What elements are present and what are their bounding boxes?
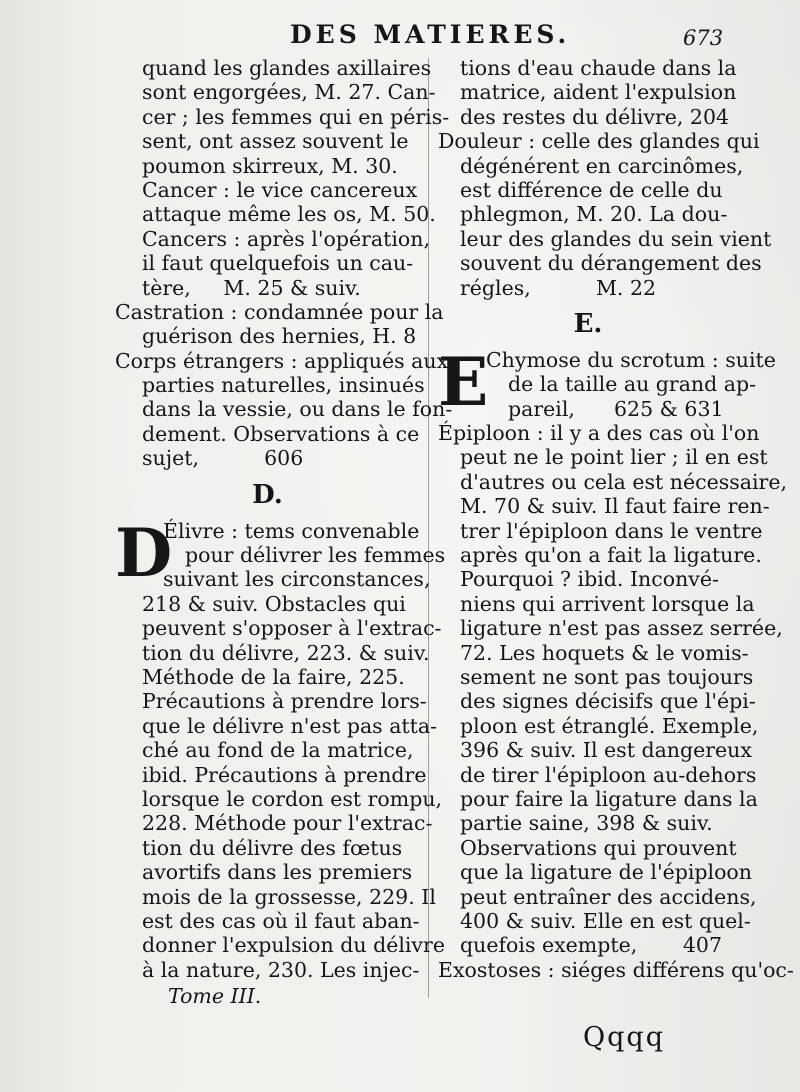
index-line: peut entraîner des accidens, xyxy=(460,884,757,909)
index-line: à la nature, 230. Les injec- xyxy=(142,957,420,982)
index-line: avortifs dans les premiers xyxy=(142,860,413,885)
index-line: dégénérent en carcinômes, xyxy=(460,153,744,178)
index-line: leur des glandes du sein vient xyxy=(460,226,772,251)
delivre-entry xyxy=(115,513,446,592)
index-entry-epiploon: Épiploon : il y a des cas où l'on xyxy=(438,421,760,446)
index-line: ché au fond de la matrice, xyxy=(142,738,414,763)
index-line: parties naturelles, insinués xyxy=(142,373,425,398)
index-entry-corps: Corps étrangers : appliqués aux xyxy=(115,348,449,373)
section-heading-d: D. xyxy=(252,479,283,510)
index-line: Cancer : le vice cancereux xyxy=(142,177,418,202)
index-line: Pourquoi ? ibid. Inconvé- xyxy=(460,567,719,592)
index-line: lorsque le cordon est rompu, xyxy=(142,786,443,811)
index-line: Cancers : après l'opération, xyxy=(142,226,430,251)
ecchymose-entry xyxy=(438,342,776,421)
index-line: il faut quelquefois un cau- xyxy=(142,251,414,276)
index-line: tion du délivre des fœtus xyxy=(142,835,403,860)
index-line: dement. Observations à ce xyxy=(142,421,420,446)
index-line: suivant les circonstances, xyxy=(163,567,431,592)
index-line: tère, M. 25 & suiv. xyxy=(142,275,361,300)
index-line: est des cas où il faut aban- xyxy=(142,908,420,933)
index-line: Élivre : tems convenable xyxy=(163,518,420,543)
index-line: des signes décisifs que l'épi- xyxy=(460,689,756,714)
index-line: peut ne le point lier ; il en est xyxy=(460,445,768,470)
page-number: 673 xyxy=(683,26,724,50)
index-line: quefois exempte, 407 xyxy=(460,933,722,958)
index-line: 228. Méthode pour l'extrac- xyxy=(142,811,433,836)
dropcap-d: D xyxy=(115,513,173,592)
index-line: de la taille au grand ap- xyxy=(508,372,757,397)
index-line: régles, M. 22 xyxy=(460,275,657,300)
index-line: pour délivrer les femmes xyxy=(185,543,446,568)
dropcap-e: E xyxy=(438,342,489,421)
signature-mark: Qqqq xyxy=(583,1022,665,1053)
index-line: partie saine, 398 & suiv. xyxy=(460,811,713,836)
index-line: des restes du délivre, 204 xyxy=(460,104,730,129)
index-line: Chymose du scrotum : suite xyxy=(486,347,776,372)
index-line: M. 70 & suiv. Il faut faire ren- xyxy=(460,494,770,519)
running-header xyxy=(0,20,800,54)
volume-footer: Tome III. xyxy=(168,984,262,1008)
index-line: ploon est étranglé. Exemple, xyxy=(460,713,759,738)
index-line: tion du délivre, 223. & suiv. xyxy=(142,640,430,665)
right-column xyxy=(438,56,794,982)
index-line: phlegmon, M. 20. La dou- xyxy=(460,202,728,227)
index-line: que la ligature de l'épiploon xyxy=(460,860,752,885)
index-line: ligature n'est pas assez serrée, xyxy=(460,616,783,641)
left-column xyxy=(115,56,453,982)
index-line: 400 & suiv. Elle en est quel- xyxy=(460,908,751,933)
index-line: de tirer l'épiploon au-dehors xyxy=(460,762,757,787)
index-entry-exostoses: Exostoses : siéges différens qu'oc- xyxy=(438,957,794,982)
index-line: est différence de celle du xyxy=(460,177,723,202)
index-line: Observations qui prouvent xyxy=(460,835,737,860)
index-line: guérison des hernies, H. 8 xyxy=(142,324,417,349)
index-line: donner l'expulsion du délivre xyxy=(142,933,445,958)
index-line: ibid. Précautions à prendre xyxy=(142,762,427,787)
index-entry-castration: Castration : condamnée pour la xyxy=(115,299,444,324)
index-line: niens qui arrivent lorsque la xyxy=(460,591,755,616)
index-line: dans la vessie, ou dans le fon- xyxy=(142,397,453,422)
index-line: que le délivre n'est pas atta- xyxy=(142,713,438,738)
index-line: 218 & suiv. Obstacles qui xyxy=(142,591,406,616)
index-line: quand les glandes axillaires xyxy=(142,56,432,80)
index-line: cer ; les femmes qui en péris- xyxy=(142,104,450,129)
index-line: poumon skirreux, M. 30. xyxy=(142,153,398,178)
index-line: sent, ont assez souvent le xyxy=(142,129,409,154)
index-line: sujet, 606 xyxy=(142,446,304,471)
index-line: Précautions à prendre lors- xyxy=(142,689,427,714)
index-line: pareil, 625 & 631 xyxy=(508,396,724,421)
index-line: 72. Les hoquets & le vomis- xyxy=(460,640,749,665)
index-line: pour faire la ligature dans la xyxy=(460,786,758,811)
index-line: après qu'on a fait la ligature. xyxy=(460,543,762,568)
index-line: sont engorgées, M. 27. Can- xyxy=(142,80,436,105)
index-line: Méthode de la faire, 225. xyxy=(142,664,405,689)
running-title: DES MATIERES. xyxy=(290,20,571,49)
index-line: sement ne sont pas toujours xyxy=(460,664,754,689)
index-line: mois de la grossesse, 229. Il xyxy=(142,884,436,909)
index-line: matrice, aident l'expulsion xyxy=(460,80,737,105)
index-line: peuvent s'opposer à l'extrac- xyxy=(142,616,442,641)
index-line: tions d'eau chaude dans la xyxy=(460,56,737,80)
index-entry-douleur: Douleur : celle des glandes qui xyxy=(438,129,760,154)
index-line: d'autres ou cela est nécessaire, xyxy=(460,469,787,494)
index-line: attaque même les os, M. 50. xyxy=(142,202,436,227)
section-heading-e: E. xyxy=(573,308,603,339)
index-line: trer l'épiploon dans le ventre xyxy=(460,518,763,543)
index-line: 396 & suiv. Il est dangereux xyxy=(460,738,752,763)
index-line: souvent du dérangement des xyxy=(460,251,762,276)
